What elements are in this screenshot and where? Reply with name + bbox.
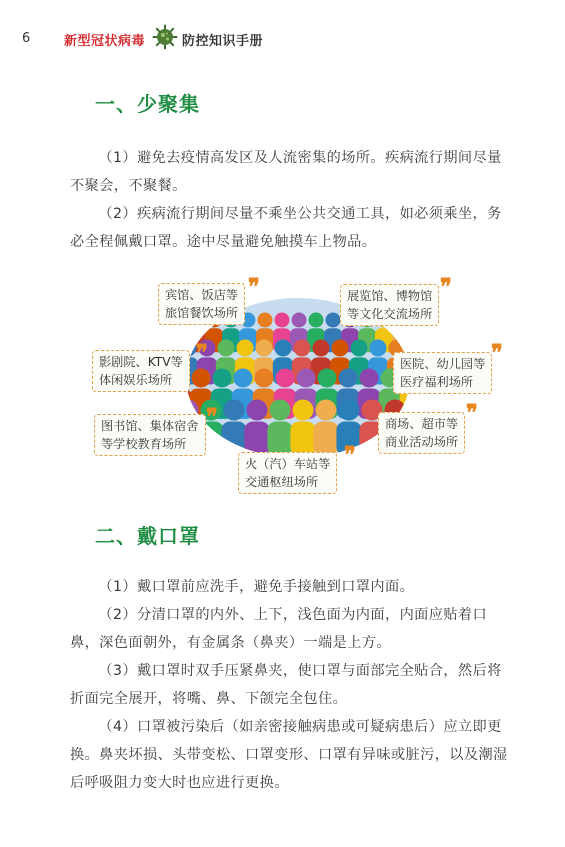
crowd-figure-head: [218, 340, 235, 357]
crowd-figure-head: [275, 340, 292, 357]
crowd-figure-head: [339, 369, 358, 388]
crowd-figure-head: [256, 340, 273, 357]
crowd-figure-body: [221, 422, 246, 456]
section-heading-gathering: 一、少聚集: [95, 92, 200, 116]
callout-museums: 展览馆、博物馆 等文化交流场所: [340, 284, 439, 326]
virus-icon: [152, 24, 178, 50]
section-heading-masks: 二、戴口罩: [95, 524, 200, 548]
crowd-figure-body: [267, 422, 292, 456]
paragraph: （4）口罩被污染后（如亲密接触病患或可疑病患后）应立即更换。鼻夹坏损、头带变松、口罩变形、口罩有异味或脏污，以及潮湿后呼吸阻力变大时也应进行更换。: [70, 719, 508, 791]
crowd-figure-head: [297, 369, 316, 388]
crowd-figure-head: [360, 369, 379, 388]
crowd-figure-body: [313, 422, 338, 456]
crowd-figure-head: [255, 369, 274, 388]
callout-hospitals: 医院、幼儿园等 医疗福利场所: [393, 352, 492, 394]
crowd-figure-head: [351, 340, 368, 357]
quote-mark-icon: ❞: [491, 340, 503, 366]
crowd-figure-head: [293, 400, 314, 421]
crowd-figure-head: [316, 400, 337, 421]
paragraph: （2）分清口罩的内外、上下，浅色面为内面，内面应贴着口鼻，深色面朝外，有金属条（鼻夹）一端是上方。: [70, 607, 488, 651]
paragraph: （3）戴口罩时双手压紧鼻夹，使口罩与面部完全贴合，然后将折面完全展开，将嘴、鼻、下颌完全包住。: [70, 663, 502, 707]
header-series-title: 新型冠状病毒: [64, 34, 146, 49]
crowd-figure-head: [370, 340, 387, 357]
crowded-places-illustration: [88, 268, 508, 498]
crowd-figure-head: [247, 400, 268, 421]
paragraph: （1）避免去疫情高发区及人流密集的场所。疾病流行期间尽量不聚会，不聚餐。: [70, 150, 502, 194]
callout-stations: 火（汽）车站等 交通枢纽场所: [238, 452, 337, 494]
callout-libraries: 图书馆、集体宿舍 等学校教育场所: [94, 414, 206, 456]
crowd-figure-body: [290, 422, 315, 456]
page-number: 6: [22, 31, 31, 46]
crowd-figure-head: [276, 369, 295, 388]
quote-mark-icon: ❞: [440, 274, 452, 300]
crowd-figure-head: [258, 313, 273, 328]
callout-hotels: 宾馆、饭店等 旅馆餐饮场所: [158, 283, 245, 325]
crowd-figure-head: [213, 369, 232, 388]
paragraph: （2）疾病流行期间尽量不乘坐公共交通工具，如必须乘坐，务必全程佩戴口罩。途中尽量避免触摸车上物品。: [70, 206, 502, 250]
quote-mark-icon: ❞: [196, 340, 208, 366]
quote-mark-icon: ❞: [344, 442, 356, 468]
paragraph: （1）戴口罩前应洗手，避免手接触到口罩内面。: [98, 579, 415, 595]
crowd-figure-head: [318, 369, 337, 388]
quote-mark-icon: ❞: [248, 274, 260, 300]
crowd-figure-head: [313, 340, 330, 357]
crowd-figure-head: [224, 400, 245, 421]
quote-mark-icon: ❞: [466, 400, 478, 426]
crowd-figure-body: [171, 328, 189, 352]
crowd-figure-head: [275, 313, 290, 328]
crowd-figure-head: [270, 400, 291, 421]
crowd-figure-head: [192, 369, 211, 388]
callout-malls: 商场、超市等 商业活动场所: [378, 412, 465, 454]
crowd-figure-head: [326, 313, 341, 328]
crowd-figure-head: [309, 313, 324, 328]
crowd-figure-head: [294, 340, 311, 357]
crowd-figure-head: [339, 400, 360, 421]
callout-theaters: 影剧院、KTV等 体闲娱乐场所: [92, 350, 190, 392]
crowd-figure-head: [332, 340, 349, 357]
quote-mark-icon: ❞: [206, 404, 218, 430]
crowd-figure-body: [244, 422, 269, 456]
crowd-figure-head: [234, 369, 253, 388]
header-book-title: 防控知识手册: [182, 34, 264, 49]
crowd-figure-head: [292, 313, 307, 328]
crowd-figure-body: [409, 328, 427, 352]
crowd-figure-head: [237, 340, 254, 357]
